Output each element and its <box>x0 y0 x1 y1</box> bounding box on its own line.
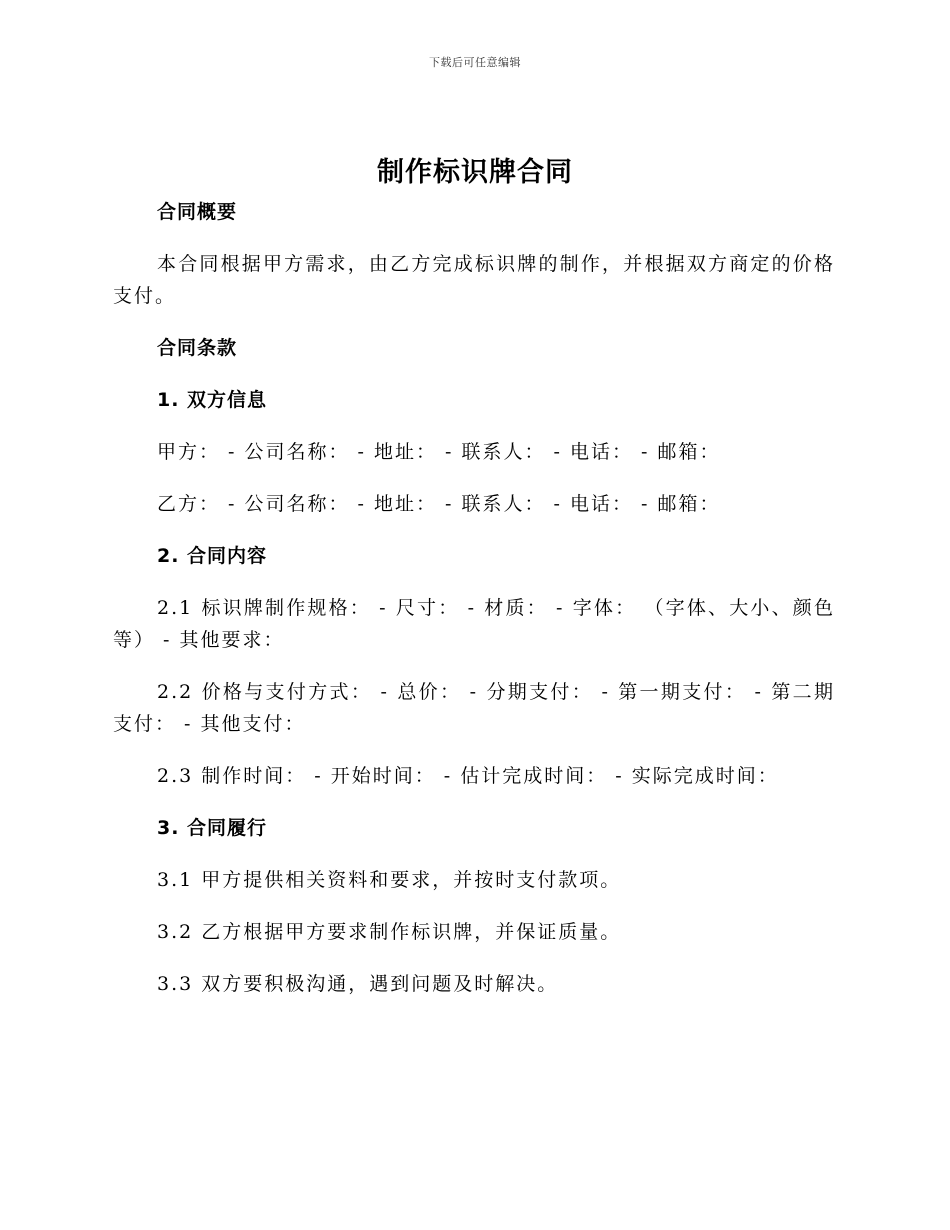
overview-heading: 合同概要 <box>157 201 238 223</box>
section-3-heading: 3. 合同履行 <box>157 817 268 839</box>
section-2-heading: 2. 合同内容 <box>157 545 268 567</box>
clause-2-3: 2.3 制作时间： - 开始时间： - 估计完成时间： - 实际完成时间： <box>157 765 779 787</box>
header-note: 下载后可任意编辑 <box>429 56 521 69</box>
overview-paragraph: 本合同根据甲方需求，由乙方完成标识牌的制作，并根据双方商定的价格支付。 <box>113 253 835 307</box>
clause-2-1: 2.1 标识牌制作规格： - 尺寸： - 材质： - 字体： （字体、大小、颜色等） - 其他要求： <box>113 597 835 651</box>
clause-2-2: 2.2 价格与支付方式： - 总价： - 分期支付： - 第一期支付： - 第二期支付： - 其他支付： <box>113 681 835 735</box>
document-body <box>113 196 835 1020</box>
clause-3-3: 3.3 双方要积极沟通，遇到问题及时解决。 <box>157 973 559 995</box>
party-a-info: 甲方： - 公司名称： - 地址： - 联系人： - 电话： - 邮箱： <box>157 441 721 463</box>
clause-3-1: 3.1 甲方提供相关资料和要求，并按时支付款项。 <box>157 869 622 891</box>
document-title: 制作标识牌合同 <box>377 157 573 188</box>
section-1-heading: 1. 双方信息 <box>157 389 268 411</box>
terms-heading: 合同条款 <box>157 337 238 359</box>
party-b-info: 乙方： - 公司名称： - 地址： - 联系人： - 电话： - 邮箱： <box>157 493 721 515</box>
clause-3-2: 3.2 乙方根据甲方要求制作标识牌，并保证质量。 <box>157 921 622 943</box>
